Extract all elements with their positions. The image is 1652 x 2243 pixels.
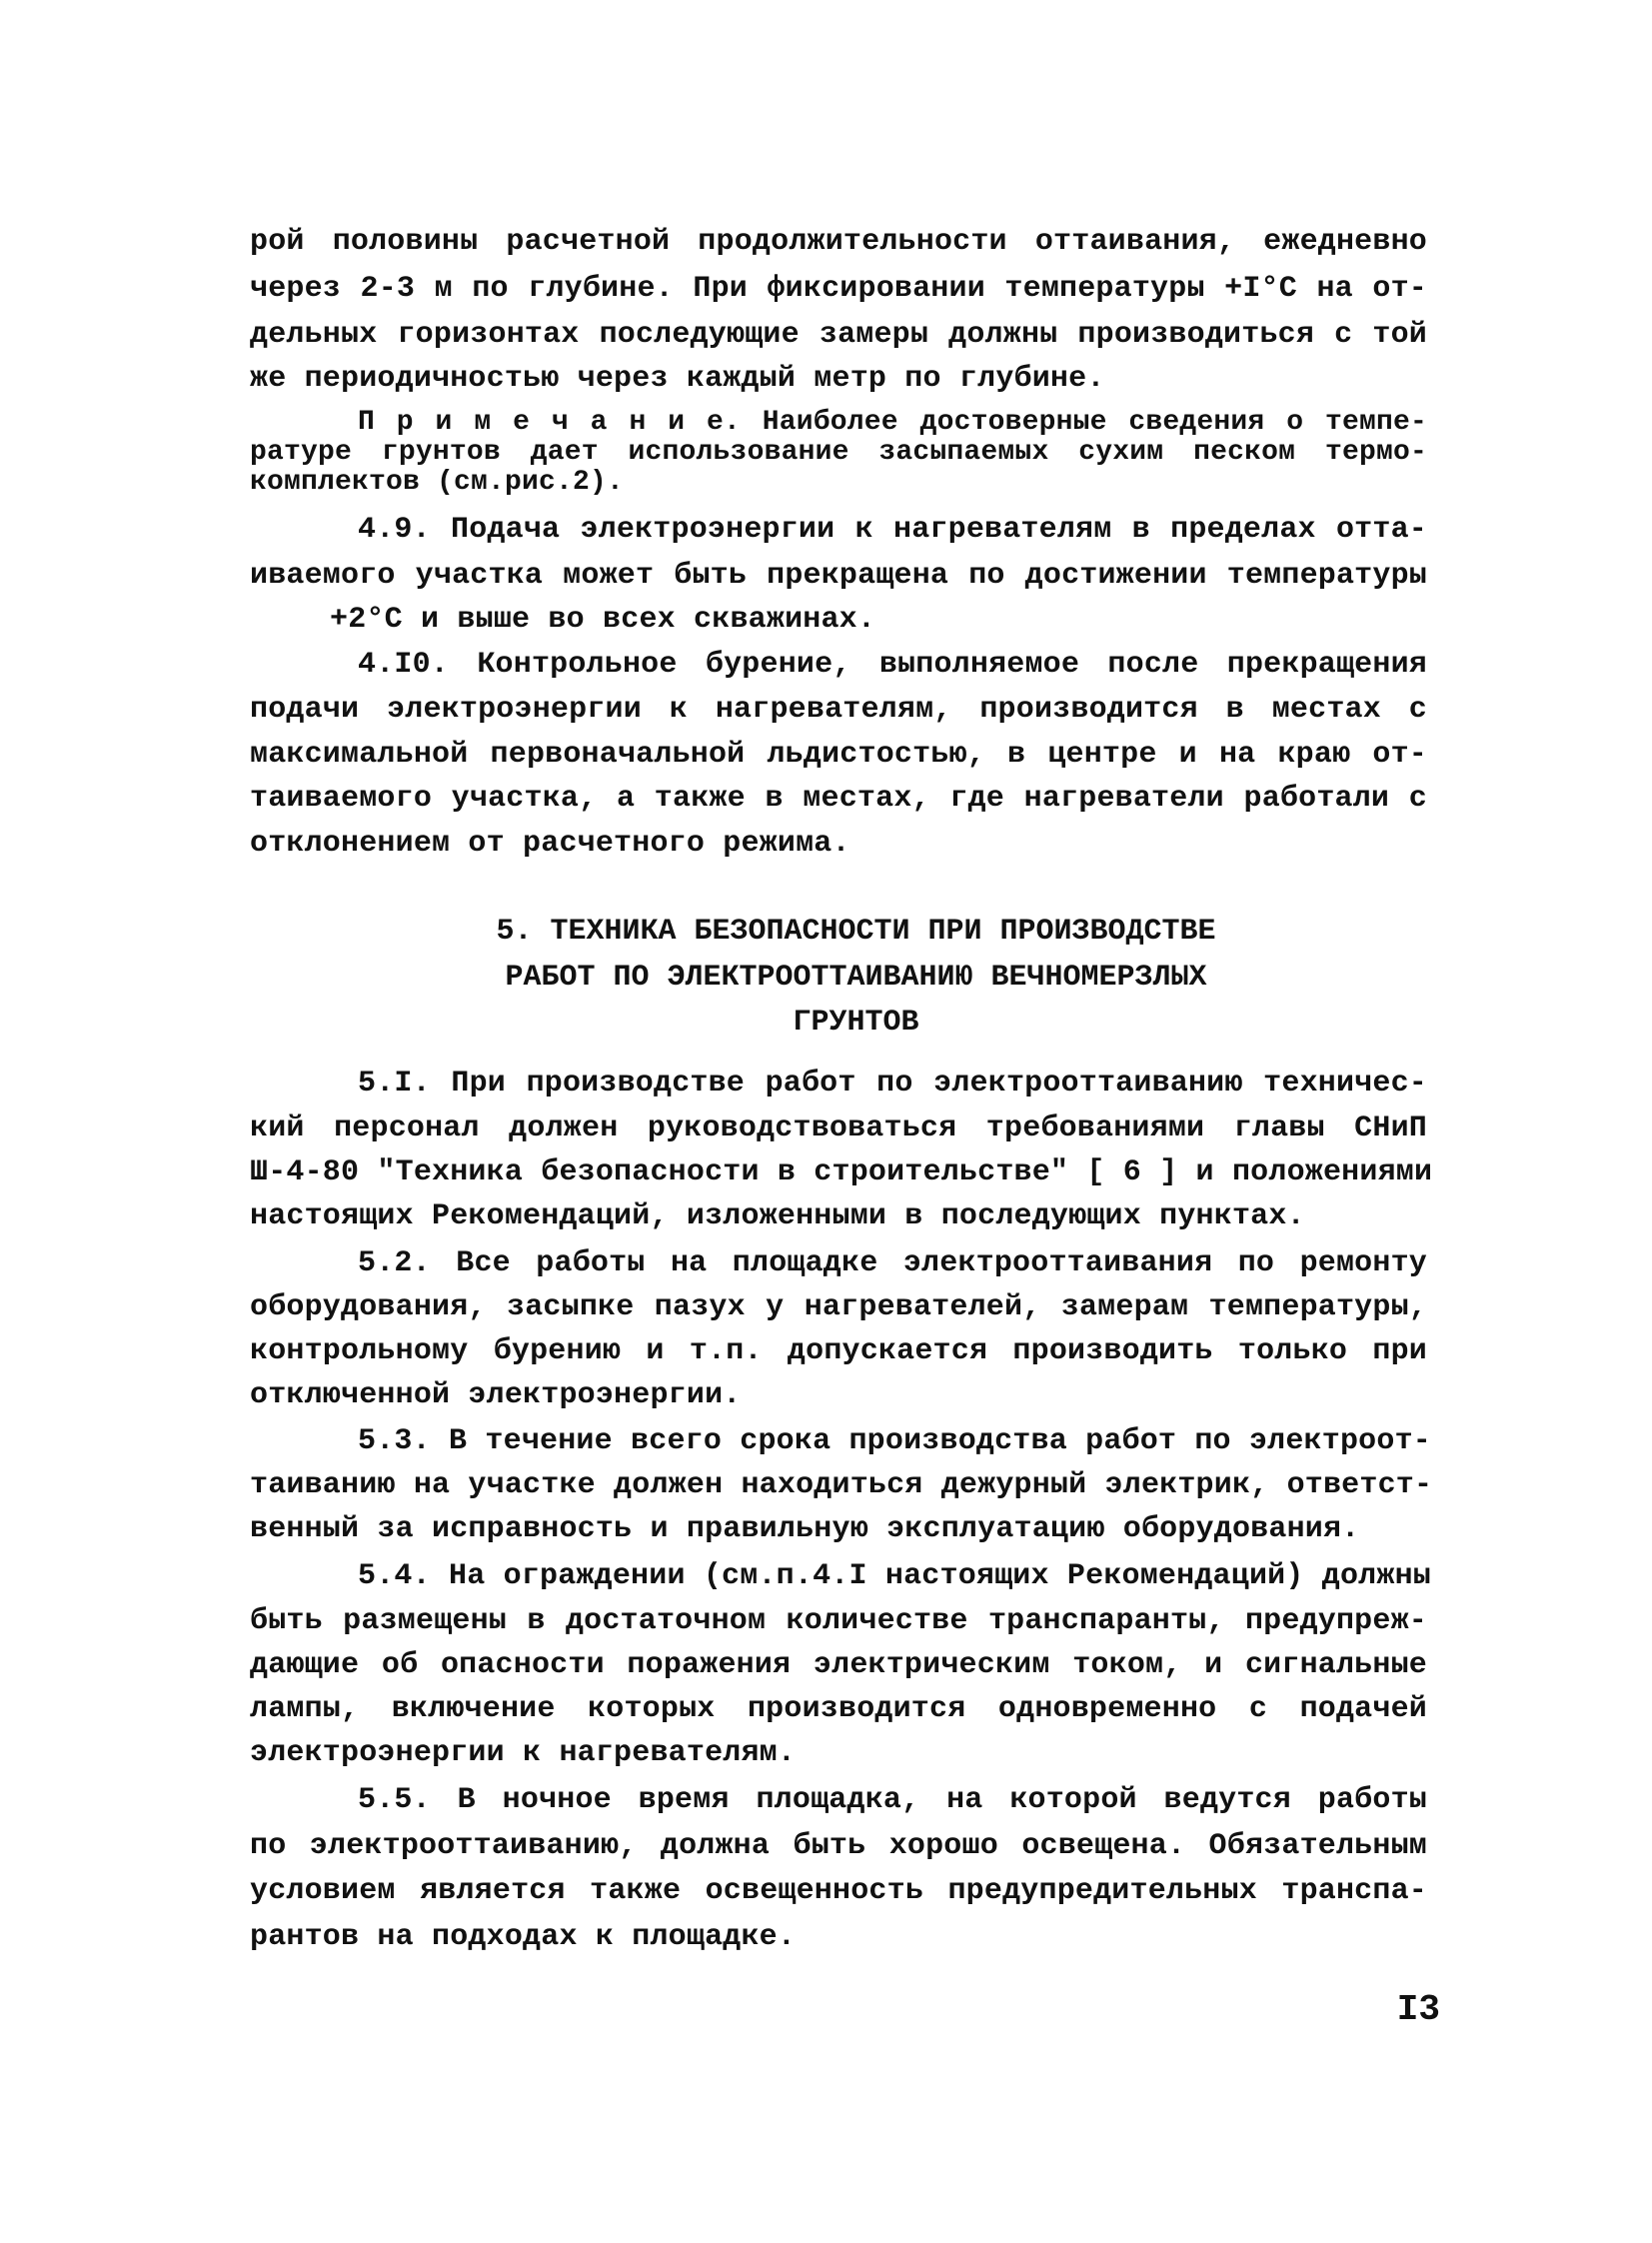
text-line: +2°C и выше во всех скважинах. xyxy=(330,603,876,637)
text-line: 5.2. Все работы на площадке электрооттаивания по ремонту xyxy=(358,1246,1427,1280)
text-line: по электрооттаиванию, должна быть хорошо освещена. Обязательным xyxy=(250,1829,1427,1863)
text-line: 4.9. Подача электроэнергии к нагревателям в пределах отта- xyxy=(358,513,1427,547)
text-line: рой половины расчетной продолжительности оттаивания, ежедневно xyxy=(250,225,1427,259)
text-line: электроэнергии к нагревателям. xyxy=(250,1736,797,1770)
note-line: комплектов (см.рис.2). xyxy=(250,467,625,498)
text-line: условием является также освещенность предупредительных транспа- xyxy=(250,1874,1427,1908)
text-line: 5.3. В течение всего срока производства работ по электроот- xyxy=(358,1424,1431,1458)
text-line: 5.5. В ночное время площадка, на которой ведутся работы xyxy=(358,1783,1427,1817)
text-line: 5.I. При производстве работ по электрооттаиванию техничес- xyxy=(358,1067,1427,1101)
text-line: максимальной первоначальной льдистостью, в центре и на краю от- xyxy=(250,738,1427,772)
section-heading: ГРУНТОВ xyxy=(793,1006,919,1040)
text-line: дающие об опасности поражения электрическим током, и сигнальные xyxy=(250,1648,1427,1682)
text-line: настоящих Рекомендаций, изложенными в последующих пунктах. xyxy=(250,1199,1305,1233)
text-line: таиванию на участке должен находиться дежурный электрик, ответст- xyxy=(250,1468,1433,1502)
text-line: дельных горизонтах последующие замеры должны производиться с той xyxy=(250,318,1427,352)
text-line: иваемого участка может быть прекращена по достижении температуры xyxy=(250,559,1427,593)
text-line: 4.I0. Контрольное бурение, выполняемое после прекращения xyxy=(358,648,1427,682)
text-line: рантов на подходах к площадке. xyxy=(250,1920,797,1954)
text-line: кий персонал должен руководствоваться требованиями главы СНиП xyxy=(250,1112,1427,1145)
text-line: таиваемого участка, а также в местах, где нагреватели работали с xyxy=(250,782,1427,816)
text-line: контрольному бурению и т.п. допускается производить только при xyxy=(250,1334,1427,1368)
section-heading: РАБОТ ПО ЭЛЕКТРООТТАИВАНИЮ ВЕЧНОМЕРЗЛЫХ xyxy=(505,961,1207,995)
text-line: отклонением от расчетного режима. xyxy=(250,827,850,861)
text-line: же периодичностью через каждый метр по глубине. xyxy=(250,362,1105,396)
text-line: через 2-3 м по глубине. При фиксировании температуры +I°C на от- xyxy=(250,272,1427,306)
text-line: быть размещены в достаточном количестве транспаранты, предупреж- xyxy=(250,1604,1427,1638)
text-line: венный за исправность и правильную эксплуатацию оборудования. xyxy=(250,1512,1360,1546)
text-line: оборудования, засыпке пазух у нагревателей, замерам температуры, xyxy=(250,1290,1427,1324)
text-line: подачи электроэнергии к нагревателям, производится в местах с xyxy=(250,693,1427,727)
section-heading: 5. ТЕХНИКА БЕЗОПАСНОСТИ ПРИ ПРОИЗВОДСТВЕ xyxy=(496,915,1216,949)
text-line: 5.4. На ограждении (см.п.4.I настоящих Рекомендаций) должны xyxy=(358,1559,1431,1593)
text-line: отключенной электроэнергии. xyxy=(250,1378,742,1412)
text-line: Ш-4-80 "Техника безопасности в строительстве" [ 6 ] и положениями xyxy=(250,1155,1433,1189)
page-number: I3 xyxy=(1396,1989,1440,2030)
note-line: П р и м е ч а н и е. Наиболее достоверные сведения о темпе- xyxy=(358,407,1427,438)
text-line: лампы, включение которых производится одновременно с подачей xyxy=(250,1692,1427,1726)
note-line: ратуре грунтов дает использование засыпаемых сухим песком термо- xyxy=(250,437,1427,468)
